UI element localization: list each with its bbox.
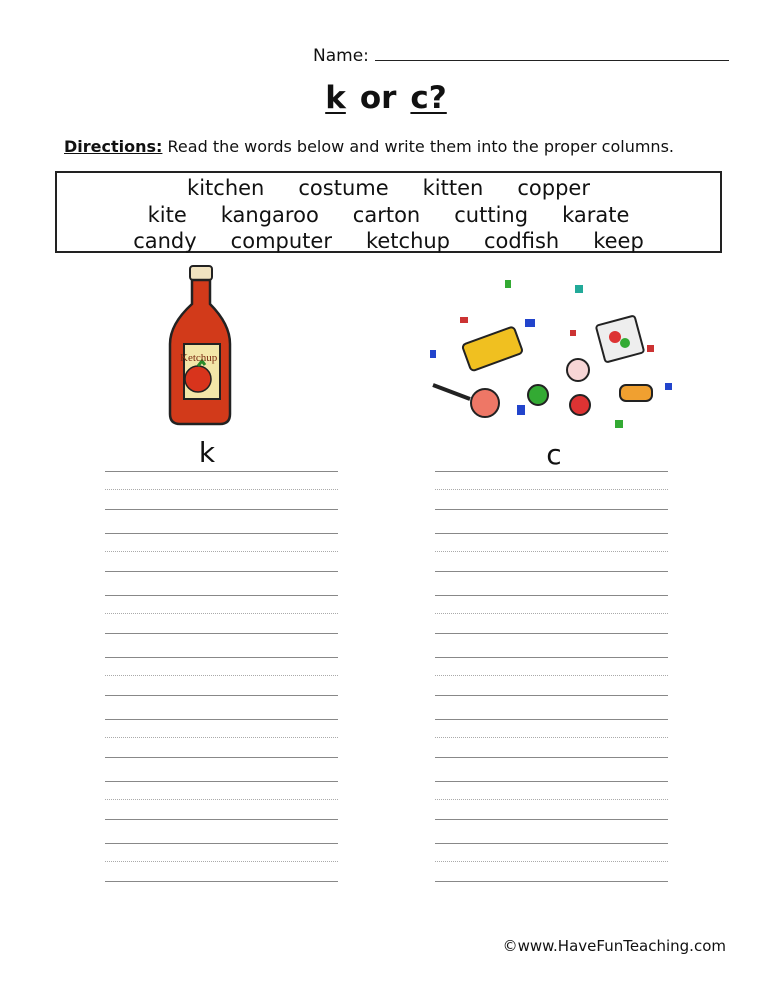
writing-line-group[interactable] [435, 719, 668, 781]
word: kangaroo [220, 202, 319, 227]
writing-line-group[interactable] [105, 843, 338, 905]
dotted-midline [435, 613, 668, 614]
name-label: Name: [313, 46, 369, 66]
writing-line-group[interactable] [105, 533, 338, 595]
solid-line [105, 571, 338, 572]
solid-line [105, 471, 338, 472]
solid-line [435, 757, 668, 758]
word: copper [517, 176, 590, 200]
dotted-midline [105, 613, 338, 614]
dotted-midline [435, 737, 668, 738]
writing-line-group[interactable] [435, 657, 668, 719]
writing-line-group[interactable] [105, 781, 338, 843]
dotted-midline [105, 737, 338, 738]
dotted-midline [435, 489, 668, 490]
writing-line-group[interactable] [105, 657, 338, 719]
solid-line [105, 509, 338, 510]
solid-line [105, 533, 338, 534]
solid-line [105, 781, 338, 782]
word: kitchen [187, 176, 265, 200]
solid-line [105, 719, 338, 720]
solid-line [435, 595, 668, 596]
word-row [57, 228, 720, 255]
word: kite [147, 202, 187, 227]
word: kitten [422, 176, 484, 200]
ketchup-label-text: Ketchup [180, 352, 218, 364]
copyright-footer: ©www.HaveFunTeaching.com [502, 937, 726, 955]
candy-image [425, 275, 680, 435]
dotted-midline [105, 861, 338, 862]
solid-line [435, 571, 668, 572]
dotted-midline [435, 675, 668, 676]
ketchup-bottle-image [160, 264, 240, 429]
word: costume [298, 176, 389, 200]
name-blank-line[interactable] [375, 46, 729, 61]
solid-line [105, 695, 338, 696]
dotted-midline [105, 675, 338, 676]
word: computer [230, 229, 332, 253]
word: karate [562, 202, 630, 227]
word: candy [133, 229, 197, 253]
solid-line [105, 657, 338, 658]
solid-line [435, 695, 668, 696]
page-title [0, 80, 772, 116]
k-writing-lines[interactable] [105, 471, 338, 905]
directions [64, 137, 674, 156]
solid-line [435, 657, 668, 658]
solid-line [105, 881, 338, 882]
title-c: c? [410, 80, 447, 116]
word: carton [352, 202, 421, 227]
directions-text: Read the words below and write them into the proper columns. [167, 137, 674, 156]
writing-line-group[interactable] [435, 533, 668, 595]
dotted-midline [105, 799, 338, 800]
word-row [57, 175, 720, 202]
c-writing-lines[interactable] [435, 471, 668, 905]
word: keep [593, 229, 644, 253]
word-bank [55, 171, 722, 253]
dotted-midline [435, 861, 668, 862]
solid-line [105, 819, 338, 820]
solid-line [435, 819, 668, 820]
name-field[interactable] [313, 46, 729, 66]
title-k: k [325, 80, 346, 116]
directions-label: Directions: [64, 137, 163, 156]
writing-line-group[interactable] [105, 471, 338, 533]
solid-line [435, 509, 668, 510]
word: codfish [484, 229, 560, 253]
solid-line [105, 757, 338, 758]
dotted-midline [105, 489, 338, 490]
writing-line-group[interactable] [105, 719, 338, 781]
writing-line-group[interactable] [105, 595, 338, 657]
solid-line [435, 881, 668, 882]
word: cutting [454, 202, 529, 227]
solid-line [105, 843, 338, 844]
dotted-midline [435, 799, 668, 800]
solid-line [435, 533, 668, 534]
column-header-k: k [198, 436, 216, 469]
title-or: or [359, 80, 397, 116]
dotted-midline [105, 551, 338, 552]
writing-line-group[interactable] [435, 843, 668, 905]
column-header-c: c [546, 438, 562, 471]
solid-line [105, 595, 338, 596]
word: ketchup [365, 229, 451, 253]
solid-line [435, 633, 668, 634]
word-row [57, 202, 720, 229]
writing-line-group[interactable] [435, 595, 668, 657]
writing-line-group[interactable] [435, 781, 668, 843]
dotted-midline [435, 551, 668, 552]
solid-line [435, 471, 668, 472]
solid-line [435, 781, 668, 782]
solid-line [105, 633, 338, 634]
solid-line [435, 843, 668, 844]
writing-line-group[interactable] [435, 471, 668, 533]
solid-line [435, 719, 668, 720]
